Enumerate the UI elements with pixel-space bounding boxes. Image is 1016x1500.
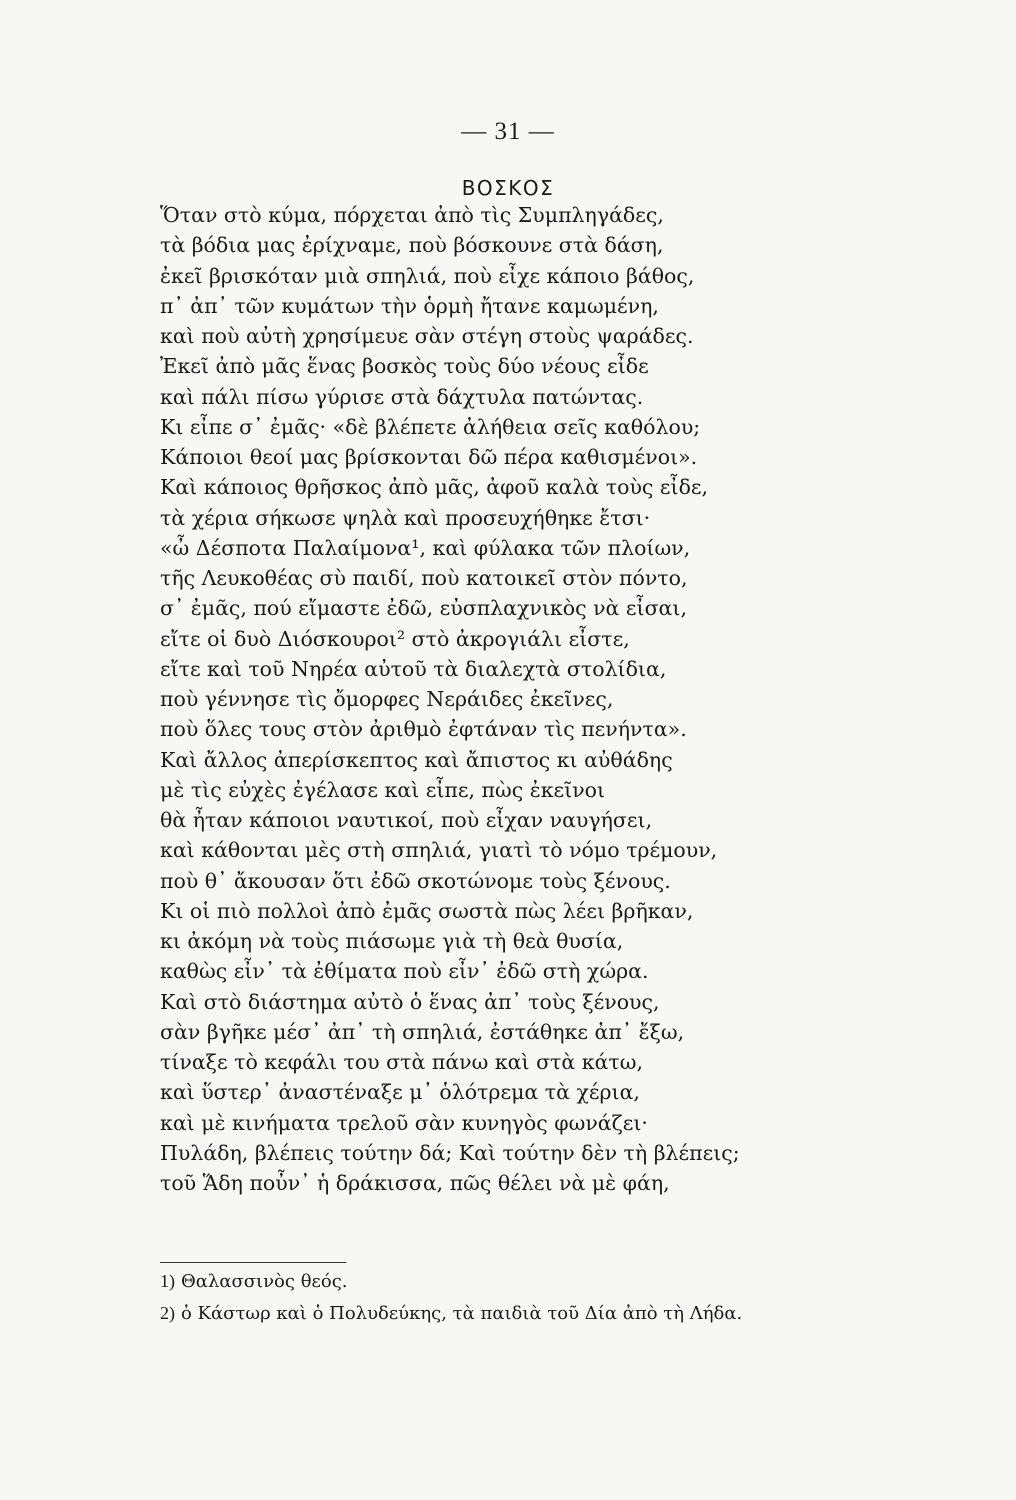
footnote-1 [160,1265,840,1297]
footnote-rule [160,1262,346,1263]
footnote-text: Θαλασσινὸς θεός. [181,1271,348,1292]
footnote-number: 1) [160,1271,175,1291]
poem-line: ἐκεῖ βρισκόταν μιὰ σπηλιά, ποὺ εἶχε κάποιο βάθος, [160,263,695,288]
footnote-number: 2) [160,1303,175,1323]
poem-line: τοῦ Ἅδη ποὖν᾽ ἡ δράκισσα, πῶς θέλει νὰ μὲ φάη, [160,1171,670,1195]
footnotes [160,1265,840,1329]
poem-line: Κάποιοι θεοί μας βρίσκονται δῶ πέρα καθισμένοι». [160,445,698,469]
footnote-text: ὁ Κάστωρ καὶ ὁ Πολυδεύκης, τὰ παιδιὰ τοῦ Δία ἀπὸ τὴ Λήδα. [181,1303,743,1324]
poem-line: π᾽ ἀπ᾽ τῶν κυμάτων τὴν ὁρμὴ ἤτανε καμωμένη, [160,293,659,318]
poem-line: καὶ ὕστερ᾽ ἀναστέναξε μ᾽ ὁλότρεμα τὰ χέρια, [160,1080,640,1105]
poem-line: τὰ βόδια μας ἐρίχναμε, ποὺ βόσκουνε στὰ δάση, [160,233,664,258]
poem-line: θὰ ἦταν κάποιοι ναυτικοί, ποὺ εἶχαν ναυγήσει, [160,808,653,832]
footnote-2 [160,1297,840,1329]
poem-line: τῆς Λευκοθέας σὺ παιδί, ποὺ κατοικεῖ στὸν πόντο, [160,566,688,590]
poem-line: καὶ κάθονται μὲς στὴ σπηλιά, γιατὶ τὸ νόμο τρέμουν, [160,838,718,863]
poem-line: τὰ χέρια σήκωσε ψηλὰ καὶ προσευχήθηκε ἔτσι· [160,505,651,530]
poem-line: ποὺ γέννησε τὶς ὄμορφες Νεράιδες ἐκεῖνες, [160,687,614,711]
page-number: — 31 — [461,118,555,145]
poem-line: Ἐκεῖ ἀπὸ μᾶς ἕνας βοσκὸς τοὺς δύο νέους εἶδε [160,354,649,379]
poem-line: σ᾽ ἐμᾶς, πού εἴμαστε ἐδῶ, εὐσπλαχνικὸς νὰ εἶσαι, [160,596,687,621]
poem-line: ποὺ ὅλες τους στὸν ἀριθμὸ ἐφτάναν τὶς πενήντα». [160,717,687,742]
poem-line: μὲ τὶς εὐχὲς ἐγέλασε καὶ εἶπε, πὼς ἐκεῖνοι [160,777,606,802]
poem-line: Καὶ κάποιος θρῆσκος ἀπὸ μᾶς, ἀφοῦ καλὰ τοὺς εἶδε, [160,475,709,500]
poem-line: «ὦ Δέσποτα Παλαίμονα¹, καὶ φύλακα τῶν πλοίων, [160,535,691,560]
poem-body [160,200,820,1198]
poem-line: Κι εἶπε σ᾽ ἐμᾶς· «δὲ βλέπετε ἀλήθεια σεῖς καθόλου; [160,414,701,439]
poem-line: Καὶ στὸ διάστημα αὐτὸ ὁ ἕνας ἀπ᾽ τοὺς ξένους, [160,989,660,1014]
poem-line: σὰν βγῆκε μέσ᾽ ἀπ᾽ τὴ σπηλιά, ἐστάθηκε ἀπ᾽ ἔξω, [160,1019,685,1044]
poem-line: καθὼς εἶν᾽ τὰ ἐθίματα ποὺ εἶν᾽ ἐδῶ στὴ χώρα. [160,959,649,984]
poem-line: κι ἀκόμη νὰ τοὺς πιάσωμε γιὰ τὴ θεὰ θυσία, [160,929,624,953]
poem-line: Καὶ ἄλλος ἀπερίσκεπτος καὶ ἄπιστος κι αὐθάδης [160,747,673,772]
poem-line: Ὅταν στὸ κύμα, πόρχεται ἀπὸ τὶς Συμπληγάδες, [160,203,664,227]
poem-line: Πυλάδη, βλέπεις τούτην δά; Καὶ τούτην δὲν τὴ βλέπεις; [160,1140,740,1165]
poem-line: ποὺ θ᾽ ἄκουσαν ὅτι ἐδῶ σκοτώνομε τοὺς ξένους. [160,868,671,893]
poem-line: τίναξε τὸ κεφάλι του στὰ πάνω καὶ στὰ κάτω, [160,1050,643,1074]
poem-line: Κι οἱ πιὸ πολλοὶ ἀπὸ ἐμᾶς σωστὰ πὼς λέει βρῆκαν, [160,898,694,923]
poem-line: εἴτε καὶ τοῦ Νηρέα αὐτοῦ τὰ διαλεχτὰ στολίδια, [160,656,667,681]
poem-line: εἴτε οἱ δυὸ Διόσκουροι² στὸ ἀκρογιάλι εἶστε, [160,626,630,651]
poem-line: καὶ πάλι πίσω γύρισε στὰ δάχτυλα πατώντας. [160,384,644,409]
poem-title: ΒΟΣΚΟΣ [461,176,555,200]
poem-line: καὶ μὲ κινήματα τρελοῦ σὰν κυνηγὸς φωνάζει· [160,1110,648,1135]
poem-line: καὶ ποὺ αὐτὴ χρησίμευε σὰν στέγη στοὺς ψαράδες. [160,324,694,348]
